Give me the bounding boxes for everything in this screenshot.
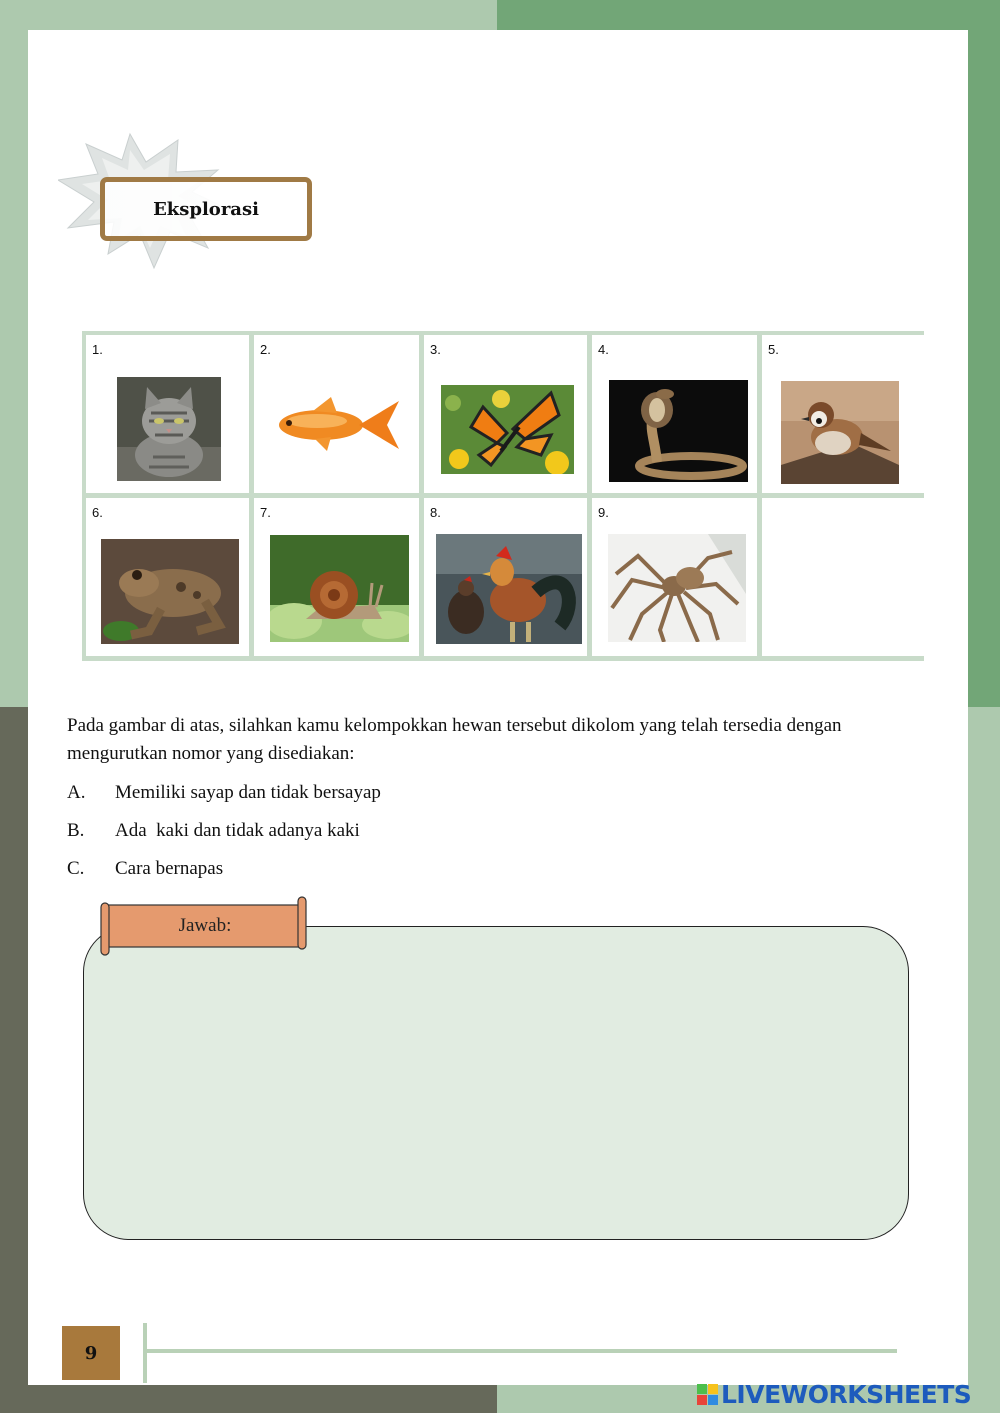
worksheet-page — [28, 30, 968, 1385]
page-number: 9 — [62, 1326, 120, 1380]
answer-input-area[interactable] — [83, 926, 909, 1240]
background-band-left — [0, 707, 28, 1413]
option-b — [67, 820, 360, 842]
animal-cell-4 — [592, 335, 757, 493]
animal-cell-2 — [254, 335, 419, 493]
butterfly-image — [441, 385, 574, 474]
footer-divider-vertical — [143, 1323, 147, 1383]
instruction-text: Pada gambar di atas, silahkan kamu kelompokkan hewan tersebut dikolom yang telah tersedia dengan mengurutkan nomor yang disediakan: — [67, 715, 842, 764]
option-text: Ada kaki dan tidak adanya kaki — [115, 820, 360, 841]
jawab-label: Jawab: — [178, 915, 232, 936]
animal-number: 1. — [92, 342, 103, 357]
liveworksheets-watermark — [697, 1379, 971, 1409]
option-letter: B. — [67, 820, 85, 841]
animal-cell-9 — [592, 498, 757, 656]
animal-cell-5 — [762, 335, 924, 493]
cat-image — [117, 377, 221, 481]
background-band-bottom-left — [0, 1385, 497, 1413]
watermark-text: LIVEWORKSHEETS — [721, 1379, 972, 1409]
liveworksheets-logo-icon — [697, 1384, 718, 1405]
cobra-image — [609, 380, 748, 482]
option-text: Memiliki sayap dan tidak bersayap — [115, 782, 381, 803]
sparrow-image — [781, 381, 899, 484]
animal-cell-8 — [424, 498, 587, 656]
animal-cell-3 — [424, 335, 587, 493]
option-a — [67, 782, 381, 804]
animal-cell-empty — [762, 498, 924, 656]
rooster-image — [436, 534, 582, 644]
animal-cell-6 — [86, 498, 249, 656]
animal-number: 9. — [598, 505, 609, 520]
background-band-right — [968, 30, 1000, 707]
animal-number: 6. — [92, 505, 103, 520]
spider-image — [608, 534, 746, 642]
background-band-top — [497, 0, 1000, 30]
animal-number: 3. — [430, 342, 441, 357]
option-text: Cara bernapas — [115, 858, 224, 879]
animal-cell-1 — [86, 335, 249, 493]
section-title: Eksplorasi — [100, 177, 312, 241]
animal-grid — [82, 331, 924, 661]
goldfish-image — [271, 393, 401, 453]
animal-number: 5. — [768, 342, 779, 357]
animal-number: 2. — [260, 342, 271, 357]
animal-number: 4. — [598, 342, 609, 357]
snail-image — [270, 535, 409, 642]
frog-image — [101, 539, 239, 644]
footer-divider-horizontal — [147, 1349, 897, 1353]
animal-number: 7. — [260, 505, 271, 520]
option-letter: C. — [67, 858, 85, 879]
animal-number: 8. — [430, 505, 441, 520]
option-letter: A. — [67, 782, 86, 803]
option-c — [67, 858, 223, 880]
animal-cell-7 — [254, 498, 419, 656]
